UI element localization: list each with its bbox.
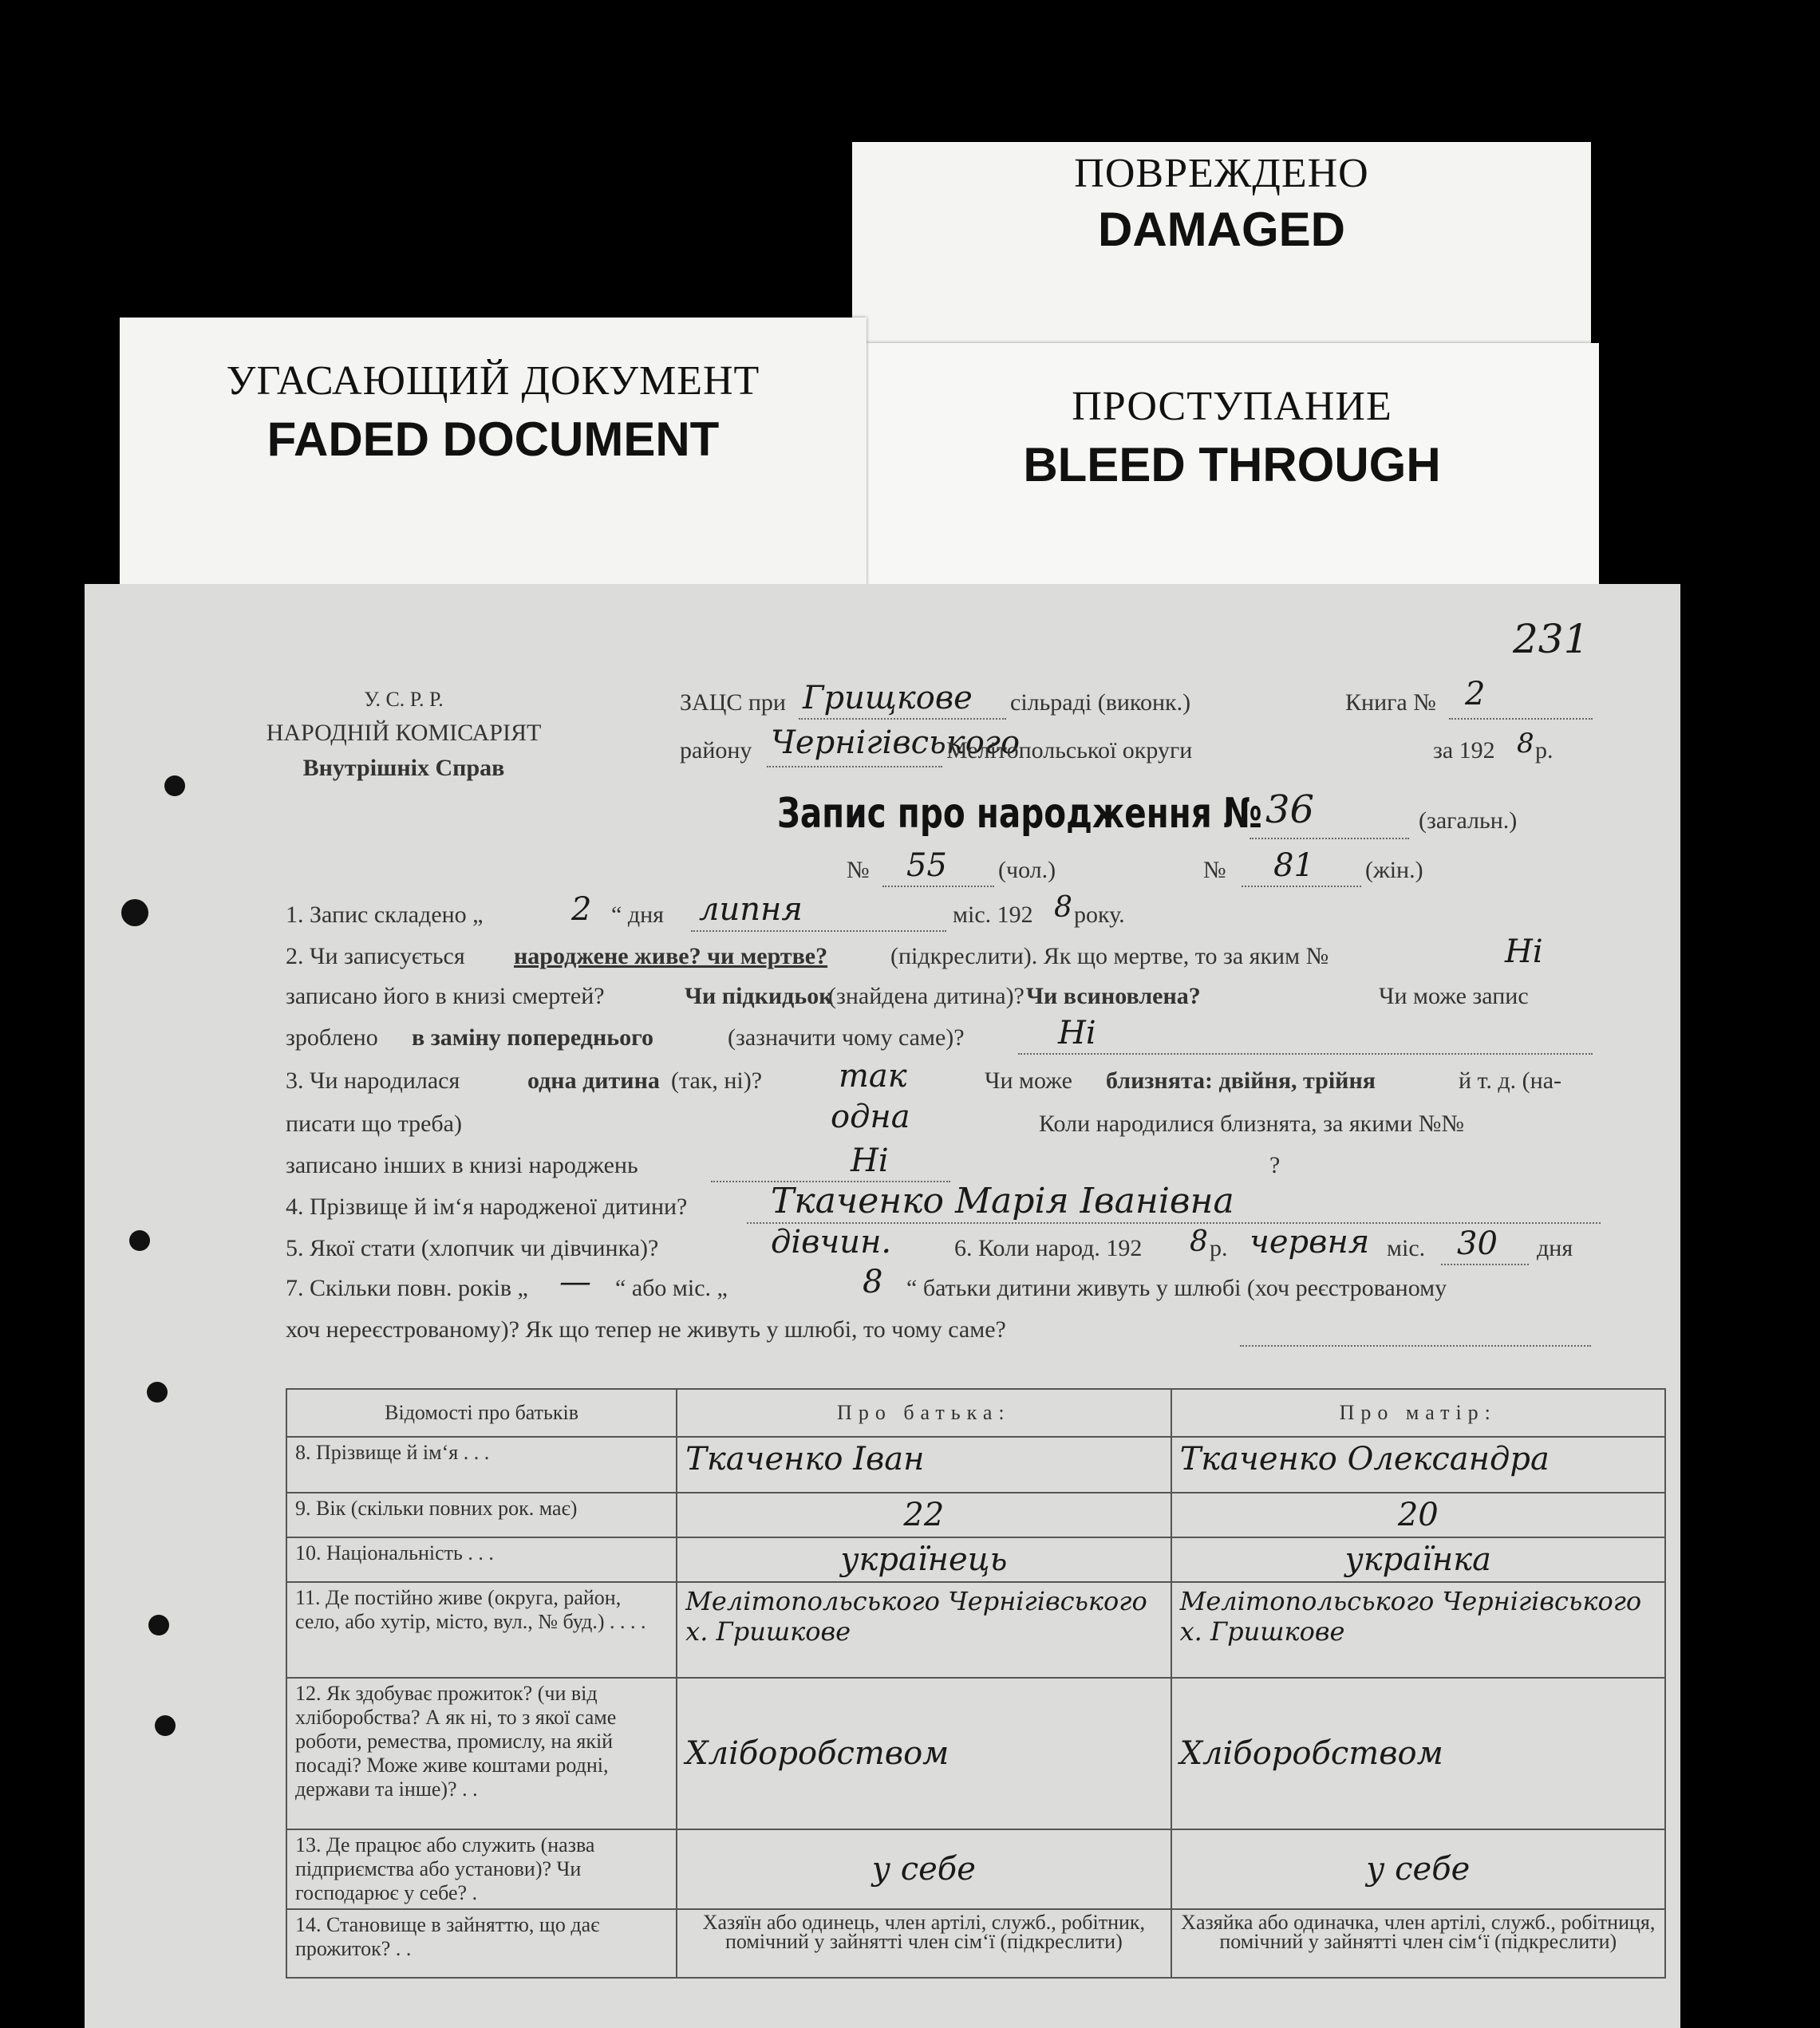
father-residence-hw: Мелітопольського Чернігівського х. Гришкове — [685, 1586, 1147, 1647]
bleed-label-ru: ПРОСТУПАНИЕ — [1072, 384, 1392, 429]
parents-table — [286, 1388, 1666, 1979]
page-number-hw: 231 — [1513, 616, 1589, 662]
q1-day-hw: 2 — [571, 891, 592, 928]
mother-occupation-status: Хазяйка або одиначка, член артілі, служб., робітниця, помічний у зайнятті член сім‘ї (підкреслити) — [1171, 1909, 1665, 1978]
record-general-label: (загальн.) — [1419, 807, 1518, 834]
father-nationality-hw: українець — [840, 1541, 1008, 1578]
rayon-hw: Чернігівського — [771, 724, 1021, 761]
q3-one-child: одна дитина — [527, 1067, 660, 1094]
q3-write: писати що треба) — [286, 1111, 462, 1137]
q3-twins: близнята: двійня, трійня — [1106, 1067, 1376, 1094]
header-mother: Про матір: — [1171, 1389, 1665, 1437]
q3-one-hw: так — [839, 1058, 907, 1095]
q4-label: 4. Прізвище й ім‘я народженої дитини? — [286, 1194, 688, 1220]
q2-found-child: (знайдена дитина)? — [828, 983, 1024, 1009]
q7-marriage: “ батьки дитини живуть у шлюбі (хоч реєстрованому — [906, 1275, 1447, 1301]
record-number-hw: 36 — [1265, 787, 1315, 832]
female-no-label: № — [1203, 857, 1226, 883]
birth-month-hw: червня — [1250, 1224, 1370, 1261]
q1-dnya: “ дня — [611, 902, 664, 928]
table-row — [286, 1829, 1665, 1909]
q6-r: р. — [1210, 1235, 1228, 1261]
row-label: 8. Прізвище й ім‘я . . . — [286, 1437, 677, 1493]
q6-label: 6. Коли народ. 192 — [954, 1235, 1143, 1261]
q2-foundling: Чи підкидьок — [685, 983, 833, 1009]
q3-one-hw2: одна — [831, 1099, 910, 1135]
q5-label: 5. Якої стати (хлопчик чи дівчинка)? — [286, 1235, 659, 1261]
q1-label: 1. Запис складено „ — [286, 902, 484, 928]
father-age-hw: 22 — [903, 1497, 945, 1533]
q3-yes-no: (так, ні)? — [671, 1067, 763, 1094]
punch-hole — [148, 1615, 169, 1635]
rayon-label: району — [680, 737, 752, 763]
q2-replacement: в заміну попереднього — [412, 1024, 654, 1051]
mother-nationality-hw: українка — [1344, 1541, 1491, 1578]
male-no-label: № — [847, 857, 870, 883]
male-label: (чол.) — [998, 857, 1056, 883]
q3-label: 3. Чи народилася — [286, 1067, 460, 1094]
q7-or-months: “ або міс. „ — [615, 1275, 728, 1301]
q3-others-hw: Ні — [851, 1142, 889, 1179]
mother-age-hw: 20 — [1397, 1497, 1439, 1533]
row-label: 12. Як здобуває прожиток? (чи від хліборобства? А як ні, то з якої саме роботи, ремества, промислу, на якій посаді? Може живе коштами родні, держави та інше)? . . — [286, 1678, 677, 1829]
punch-hole — [129, 1230, 150, 1251]
q2-if-dead: (підкреслити). Як що мертве, то за яким № — [890, 943, 1329, 969]
punch-hole — [121, 899, 148, 926]
org-commissariat: НАРОДНІЙ КОМІСАРІЯТ — [266, 720, 542, 746]
mother-name-hw: Ткаченко Олександра — [1179, 1441, 1550, 1478]
q1-year-hw: 8 — [1054, 891, 1072, 924]
q2-indicate-why: (зазначити чому саме)? — [728, 1024, 965, 1051]
q3-may-be: Чи може — [985, 1067, 1072, 1094]
father-occupation-status: Хазяїн або одинець, член артілі, служб., робітник, помічний у зайнятті член сім‘ї (підкреслити) — [677, 1909, 1171, 1978]
q2-replacement-hw: Ні — [1058, 1015, 1096, 1051]
q2-made: зроблено — [286, 1024, 378, 1051]
record-title: Запис про народження № — [777, 790, 1262, 838]
okrug-label: Мелітопольської округи — [946, 737, 1193, 763]
table-row — [286, 1678, 1665, 1829]
year-prefix: за 192 — [1433, 737, 1495, 763]
table-row — [286, 1437, 1665, 1493]
mother-residence-hw: Мелітопольського Чернігівського х. Гришкове — [1179, 1586, 1642, 1647]
birth-record-sheet — [85, 584, 1680, 2028]
issuing-authority — [260, 688, 547, 790]
q2-alive-dead: народжене живе? чи мертве? — [514, 943, 828, 969]
row-label: 9. Вік (скільки повних рок. має) — [286, 1493, 677, 1537]
org-ussr: У. С. Р. Р. — [364, 688, 444, 711]
table-row — [286, 1582, 1665, 1678]
row-label: 13. Де працює або служить (назва підприємства або установи)? Чи господарює у себе? . — [286, 1829, 677, 1909]
zags-village-hw: Грищкове — [803, 680, 973, 716]
q3-etc: й т. д. (на- — [1459, 1067, 1562, 1094]
damaged-label-ru: ПОВРЕЖДЕНО — [1074, 151, 1369, 196]
birth-day-hw: 30 — [1457, 1225, 1498, 1262]
damaged-label-en: DAMAGED — [1098, 203, 1345, 256]
q1-mis: міс. 192 — [953, 902, 1033, 928]
table-row — [286, 1493, 1665, 1537]
male-number-hw: 55 — [906, 847, 947, 884]
silradi-label: сільраді (виконк.) — [1010, 689, 1191, 716]
marriage-years-hw: — — [559, 1264, 591, 1300]
row-label: 10. Національність . . . — [286, 1537, 677, 1582]
punch-hole — [147, 1382, 168, 1403]
bleed-through-label-card — [865, 343, 1599, 622]
q2-label: 2. Чи записується — [286, 943, 465, 969]
punch-hole — [164, 775, 185, 796]
year-suffix: р. — [1535, 737, 1554, 763]
q1-month-hw: липня — [699, 891, 803, 928]
q6-dnya: дня — [1537, 1235, 1573, 1261]
row-label: 14. Становище в зайняттю, що дає прожиток? . . — [286, 1909, 677, 1978]
faded-label-ru: УГАСАЮЩИЙ ДОКУМЕНТ — [226, 358, 760, 404]
father-livelihood-hw: Хліборобством — [685, 1735, 949, 1772]
female-label: (жін.) — [1365, 857, 1423, 883]
year-hw: 8 — [1517, 728, 1534, 760]
punch-hole — [155, 1715, 176, 1736]
q2-dead-no-hw: Ні — [1505, 933, 1543, 970]
faded-label-en: FADED DOCUMENT — [266, 412, 720, 466]
q1-roku: року. — [1074, 902, 1125, 928]
header-father: Про батька: — [677, 1389, 1171, 1437]
marriage-months-hw: 8 — [863, 1264, 883, 1300]
q3-twins-when: Коли народилися близнята, за якими №№ — [1039, 1111, 1465, 1137]
q2-deaths-book: записано його в книзі смертей? — [286, 983, 605, 1009]
female-number-hw: 81 — [1273, 847, 1314, 884]
father-name-hw: Ткаченко Іван — [685, 1441, 925, 1478]
q7-label: 7. Скільки повн. років „ — [286, 1275, 528, 1301]
child-name-hw: Ткаченко Марія Іванівна — [771, 1181, 1234, 1221]
q3-question-mark: ? — [1269, 1152, 1281, 1178]
child-sex-hw: дівчин. — [771, 1224, 892, 1261]
q6-mis: міс. — [1387, 1235, 1426, 1261]
table-row — [286, 1909, 1665, 1978]
book-label: Книга № — [1345, 689, 1436, 716]
father-work-hw: у себе — [871, 1851, 976, 1888]
table-header-row — [286, 1389, 1665, 1437]
org-internal-affairs: Внутрішніх Справ — [302, 755, 505, 781]
header-parents-info: Відомості про батьків — [286, 1389, 677, 1437]
faded-document-label-card — [120, 318, 867, 621]
book-number-hw: 2 — [1465, 676, 1486, 712]
q2-may-record: Чи може запис — [1379, 983, 1529, 1009]
q7-unregistered: хоч нереєстрованому)? Як що тепер не живуть у шлюбі, то чому саме? — [286, 1316, 1006, 1343]
mother-work-hw: у себе — [1366, 1851, 1471, 1888]
zags-label: ЗАЦС при — [680, 689, 786, 716]
q3-others: записано інших в книзі народжень — [286, 1152, 638, 1178]
row-label: 11. Де постійно живе (округа, район, село, або хутір, місто, вул., № буд.) . . . . — [286, 1582, 677, 1678]
q2-adopted: Чи всиновлена? — [1026, 983, 1201, 1009]
birth-year-hw: 8 — [1190, 1225, 1208, 1258]
table-row — [286, 1537, 1665, 1582]
mother-livelihood-hw: Хліборобством — [1179, 1735, 1443, 1772]
bleed-label-en: BLEED THROUGH — [1023, 438, 1441, 491]
